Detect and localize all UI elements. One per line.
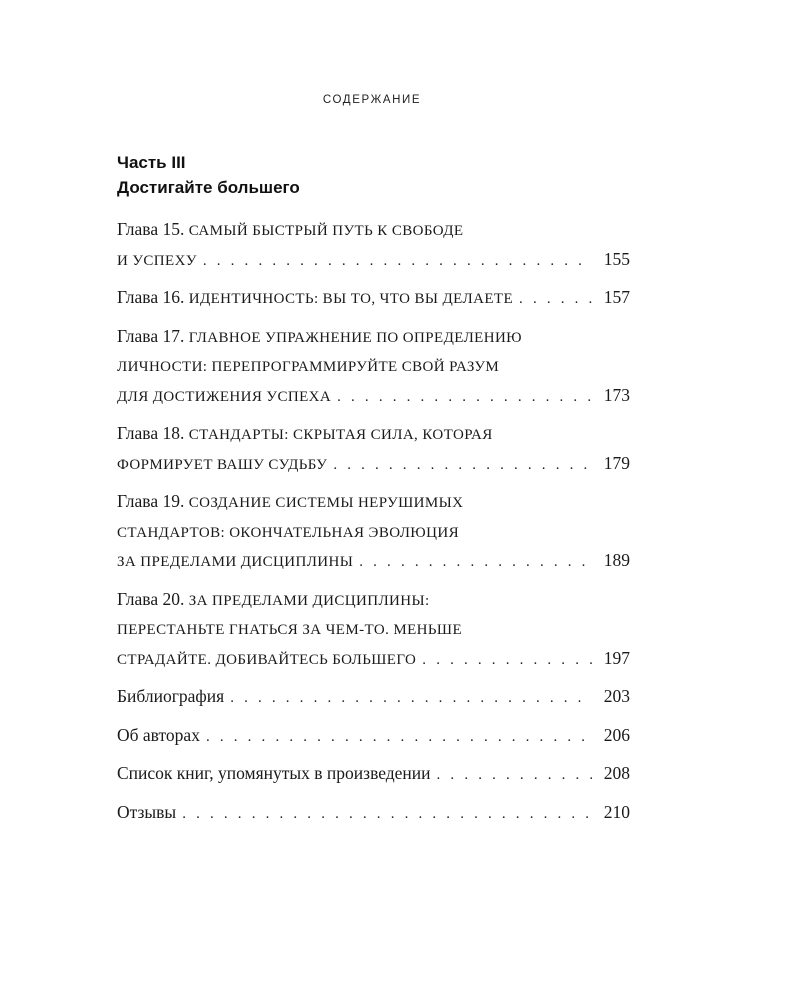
toc-line-text	[117, 382, 331, 412]
entry-title: ИДЕНТИЧНОСТЬ: ВЫ ТО, ЧТО ВЫ ДЕЛАЕТЕ	[188, 291, 514, 307]
chapter-label: Глава 19.	[117, 491, 185, 511]
toc-line-text	[117, 722, 200, 750]
dot-leader	[359, 549, 592, 577]
chapter-label: Глава 18.	[117, 423, 185, 443]
entry-title: ЛИЧНОСТИ: ПЕРЕПРОГРАММИРУЙТЕ СВОЙ РАЗУМ	[117, 359, 500, 375]
toc-line	[117, 488, 630, 518]
page-number: 189	[603, 550, 630, 570]
entry-title: СТРАДАЙТЕ. ДОБИВАЙТЕСЬ БОЛЬШЕГО	[117, 651, 417, 668]
page-number: 197	[603, 647, 630, 668]
chapter-label: Глава 17.	[117, 325, 185, 346]
toc-entry-chapter	[117, 420, 630, 479]
toc-line-text	[117, 246, 197, 276]
toc-line-text	[117, 760, 431, 788]
toc-line	[117, 518, 630, 548]
toc-line	[117, 615, 630, 645]
toc-line-text	[117, 423, 493, 443]
toc-line	[117, 284, 630, 314]
page-number: 157	[603, 287, 630, 307]
dot-leader	[519, 286, 592, 314]
page-number: 179	[603, 452, 630, 473]
toc-line-text	[117, 683, 224, 711]
toc-line	[117, 586, 630, 616]
entry-title: ПЕРЕСТАНЬТЕ ГНАТЬСЯ ЗА ЧЕМ-ТО. МЕНЬШЕ	[117, 622, 463, 638]
toc-line-text	[117, 284, 513, 314]
toc-line	[117, 450, 630, 480]
chapter-label: Глава 20.	[117, 588, 185, 609]
toc-line-text	[117, 521, 459, 541]
toc-entry-section	[117, 722, 630, 752]
chapter-label: Глава 16.	[117, 287, 185, 307]
page-number: 210	[603, 801, 630, 822]
toc-entry-chapter	[117, 488, 630, 577]
dot-leader	[206, 724, 592, 752]
dot-leader	[437, 762, 592, 790]
toc-line	[117, 799, 630, 829]
toc-entry-section	[117, 760, 630, 790]
running-header: СОДЕРЖАНИЕ	[322, 94, 422, 106]
page-number: 208	[603, 763, 630, 783]
toc-line	[117, 216, 630, 246]
entry-title: СТАНДАРТОВ: ОКОНЧАТЕЛЬНАЯ ЭВОЛЮЦИЯ	[117, 524, 459, 541]
toc-line	[117, 760, 630, 790]
entry-title: ЗА ПРЕДЕЛАМИ ДИСЦИПЛИНЫ	[117, 554, 354, 570]
toc-entry-chapter	[117, 586, 630, 675]
entry-title: ЗА ПРЕДЕЛАМИ ДИСЦИПЛИНЫ:	[188, 592, 430, 609]
entry-title: И УСПЕХУ	[117, 252, 197, 269]
entry-title: Об авторах	[117, 724, 200, 745]
entry-title: САМЫЙ БЫСТРЫЙ ПУТЬ К СВОБОДЕ	[188, 223, 464, 239]
toc-entry-section	[117, 799, 630, 829]
dot-leader	[337, 384, 592, 412]
toc-entry-chapter	[117, 323, 630, 412]
toc-line-text	[117, 326, 522, 346]
entry-title: Список книг, упомянутых в произведении	[117, 763, 431, 783]
toc-entry-chapter	[117, 284, 630, 314]
toc-line	[117, 246, 630, 276]
page-number: 203	[603, 686, 630, 706]
toc-line-text	[117, 450, 327, 480]
dot-leader	[230, 685, 592, 713]
page-number: 155	[603, 248, 630, 269]
toc-line-text	[117, 618, 462, 638]
toc-line-text	[117, 355, 499, 375]
toc-line-text	[117, 491, 463, 511]
chapter-label: Глава 15.	[117, 219, 185, 239]
table-of-contents	[117, 216, 630, 837]
toc-line-text	[117, 589, 430, 609]
entry-title: Библиография	[117, 686, 225, 706]
toc-line	[117, 722, 630, 752]
entry-title: СТАНДАРТЫ: СКРЫТАЯ СИЛА, КОТОРАЯ	[188, 427, 493, 443]
entry-title: СОЗДАНИЕ СИСТЕМЫ НЕРУШИМЫХ	[188, 495, 464, 511]
toc-line-text	[117, 219, 463, 239]
toc-line	[117, 420, 630, 450]
toc-line-text	[117, 547, 353, 577]
toc-line-text	[117, 645, 416, 675]
toc-entry-section	[117, 683, 630, 713]
toc-line	[117, 352, 630, 382]
entry-title: ДЛЯ ДОСТИЖЕНИЯ УСПЕХА	[117, 388, 332, 405]
dot-leader	[182, 801, 592, 829]
part-title: Достигайте большего	[117, 178, 300, 197]
toc-entry-chapter	[117, 216, 630, 275]
dot-leader	[422, 647, 591, 675]
page-number: 173	[603, 384, 630, 405]
part-heading	[117, 150, 300, 200]
toc-line-text	[117, 799, 176, 827]
page-number: 206	[603, 724, 630, 745]
toc-line	[117, 323, 630, 353]
entry-title: Отзывы	[117, 801, 177, 822]
toc-line	[117, 382, 630, 412]
toc-line	[117, 547, 630, 577]
dot-leader	[333, 452, 591, 480]
toc-line	[117, 645, 630, 675]
dot-leader	[203, 248, 592, 276]
entry-title: ФОРМИРУЕТ ВАШУ СУДЬБУ	[117, 456, 328, 473]
entry-title: ГЛАВНОЕ УПРАЖНЕНИЕ ПО ОПРЕДЕЛЕНИЮ	[188, 329, 522, 346]
toc-line	[117, 683, 630, 713]
part-number: Часть III	[117, 153, 186, 172]
